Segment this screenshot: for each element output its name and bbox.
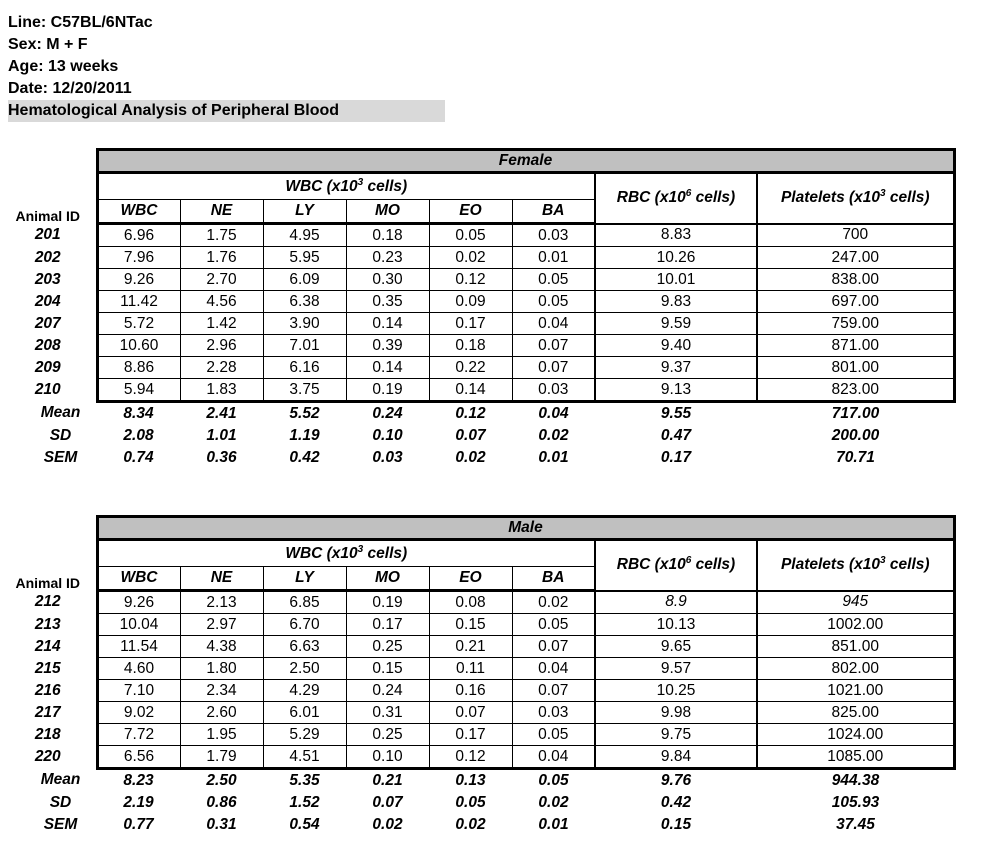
- animal-id: 210: [34, 381, 61, 398]
- stat-row: [0, 814, 954, 836]
- data-cell: 2.96: [180, 335, 263, 357]
- table-row: [0, 702, 954, 724]
- table-row: [0, 291, 954, 313]
- date-label: Date: 12/20/2011: [8, 80, 132, 97]
- stat-label: SEM: [43, 816, 78, 833]
- data-cell: 6.85: [263, 591, 346, 614]
- data-cell: 0.07: [512, 636, 595, 658]
- animal-id: 217: [34, 703, 61, 721]
- data-cell: 7.01: [263, 335, 346, 357]
- stat-label: SD: [49, 794, 72, 811]
- data-cell: 5.94: [97, 379, 180, 402]
- data-cell: 0.03: [512, 702, 595, 724]
- group-header-row: [0, 540, 954, 567]
- animal-id: 208: [34, 336, 61, 354]
- stat-cell: 0.12: [455, 405, 486, 422]
- column-header: WBC: [97, 567, 180, 591]
- data-cell: 9.26: [97, 591, 180, 614]
- data-cell: 0.07: [512, 680, 595, 702]
- data-cell: 0.31: [346, 702, 429, 724]
- rbc-cell: 9.57: [595, 658, 757, 680]
- header-text: cells): [691, 189, 736, 207]
- animal-id: 218: [34, 725, 61, 743]
- platelets-cell: 801.00: [757, 357, 954, 379]
- data-cell: 5.95: [263, 247, 346, 269]
- data-cell: 0.05: [512, 724, 595, 746]
- analysis-title: Hematological Analysis of Peripheral Blood: [8, 100, 445, 122]
- rbc-cell: 9.98: [595, 702, 757, 724]
- rbc-cell: 9.75: [595, 724, 757, 746]
- data-cell: 4.56: [180, 291, 263, 313]
- header-text: RBC (x10: [616, 556, 686, 574]
- rbc-cell: 9.13: [595, 379, 757, 402]
- data-cell: 0.05: [512, 291, 595, 313]
- data-cell: 0.16: [429, 680, 512, 702]
- stat-cell: 0.02: [538, 794, 569, 811]
- data-cell: 10.04: [97, 614, 180, 636]
- header-text: cells): [691, 556, 736, 574]
- platelets-cell: 823.00: [757, 379, 954, 402]
- animal-id: 207: [34, 314, 61, 332]
- data-cell: 1.76: [180, 247, 263, 269]
- rbc-cell: 9.37: [595, 357, 757, 379]
- data-cell: 0.09: [429, 291, 512, 313]
- stat-cell: 0.05: [538, 772, 569, 789]
- stat-row: [0, 402, 954, 426]
- data-cell: 0.35: [346, 291, 429, 313]
- table-row: [0, 746, 954, 769]
- animal-id-header: Animal ID: [15, 207, 81, 224]
- animal-id: 201: [34, 226, 61, 243]
- data-cell: 2.28: [180, 357, 263, 379]
- stat-cell: 0.74: [123, 449, 154, 466]
- header-exponent: 6: [685, 188, 692, 200]
- data-cell: 0.03: [512, 224, 595, 247]
- platelets-stat-cell: 70.71: [836, 449, 875, 466]
- platelets-cell: 1085.00: [757, 746, 954, 769]
- stat-cell: 0.86: [206, 794, 237, 811]
- data-cell: 5.29: [263, 724, 346, 746]
- stat-cell: 0.21: [372, 772, 403, 789]
- stat-cell: 0.02: [372, 816, 403, 833]
- data-cell: 0.04: [512, 313, 595, 335]
- wbc-group-header: [97, 540, 595, 567]
- header-text: cells): [363, 544, 408, 562]
- stat-cell: 0.01: [538, 816, 569, 833]
- section-title: Male: [97, 517, 954, 540]
- data-cell: 1.80: [180, 658, 263, 680]
- age-label: Age: 13 weeks: [8, 58, 119, 75]
- platelets-stat-cell: 944.38: [831, 772, 880, 789]
- data-cell: 0.14: [346, 313, 429, 335]
- group-header-row: [0, 173, 954, 200]
- data-cell: 4.29: [263, 680, 346, 702]
- platelets-cell: 759.00: [757, 313, 954, 335]
- rbc-stat-cell: 0.17: [660, 449, 692, 466]
- data-cell: 7.72: [97, 724, 180, 746]
- data-cell: 0.15: [429, 614, 512, 636]
- header-exponent: 3: [357, 543, 364, 555]
- table-row: [0, 335, 954, 357]
- column-header: NE: [180, 200, 263, 224]
- data-cell: 0.19: [346, 379, 429, 402]
- stat-label: Mean: [40, 771, 81, 789]
- table-row: [0, 724, 954, 746]
- data-cell: 0.05: [429, 224, 512, 247]
- data-cell: 0.19: [346, 591, 429, 614]
- data-cell: 0.01: [512, 247, 595, 269]
- header-exponent: 3: [880, 188, 886, 200]
- data-cell: 6.16: [263, 357, 346, 379]
- data-cell: 0.17: [346, 614, 429, 636]
- rbc-cell: 8.83: [595, 224, 757, 247]
- data-cell: 6.38: [263, 291, 346, 313]
- spacer-cell: [0, 540, 97, 567]
- platelets-cell: 700: [757, 224, 954, 247]
- stat-label: Mean: [40, 404, 81, 422]
- rbc-cell: 9.83: [595, 291, 757, 313]
- title-row: [0, 150, 954, 173]
- stat-cell: 8.23: [123, 772, 154, 789]
- stat-cell: 0.13: [455, 772, 486, 789]
- animal-id: 204: [34, 292, 61, 310]
- data-cell: 1.79: [180, 746, 263, 769]
- spacer-cell: [0, 173, 97, 200]
- header-text: RBC (x10: [616, 189, 686, 207]
- data-cell: 0.25: [346, 724, 429, 746]
- rbc-cell: 10.13: [595, 614, 757, 636]
- table-row: [0, 313, 954, 335]
- data-cell: 11.42: [97, 291, 180, 313]
- animal-id: 213: [34, 615, 61, 633]
- table-row: [0, 269, 954, 291]
- stat-cell: 5.35: [289, 772, 320, 789]
- platelets-cell: 945: [757, 591, 954, 614]
- data-cell: 2.70: [180, 269, 263, 291]
- header-exponent: 3: [880, 555, 886, 567]
- table-row: [0, 658, 954, 680]
- table-row: [0, 224, 954, 247]
- rbc-stat-cell: 0.15: [660, 816, 692, 833]
- spacer-cell: [0, 517, 97, 540]
- header-info: [8, 12, 445, 122]
- data-cell: 0.14: [346, 357, 429, 379]
- rbc-stat-cell: 0.42: [660, 794, 692, 811]
- platelets-cell: 825.00: [757, 702, 954, 724]
- platelets-stat-cell: 105.93: [831, 794, 880, 811]
- data-cell: 6.96: [97, 224, 180, 247]
- platelets-cell: 1002.00: [757, 614, 954, 636]
- stat-row: [0, 425, 954, 447]
- stat-row: [0, 792, 954, 814]
- data-cell: 0.11: [429, 658, 512, 680]
- stat-cell: 0.02: [455, 816, 486, 833]
- rbc-cell: 10.01: [595, 269, 757, 291]
- data-cell: 3.75: [263, 379, 346, 402]
- rbc-cell: 8.9: [595, 591, 757, 614]
- table-row: [0, 614, 954, 636]
- data-cell: 0.07: [429, 702, 512, 724]
- header-text: cells): [885, 189, 930, 207]
- male-table: [0, 515, 956, 836]
- animal-id: 212: [34, 593, 61, 610]
- header-exponent: 6: [685, 555, 692, 567]
- data-cell: 4.38: [180, 636, 263, 658]
- sex-label: Sex: M + F: [8, 36, 88, 53]
- data-cell: 6.56: [97, 746, 180, 769]
- title-row: [0, 517, 954, 540]
- rbc-cell: 9.84: [595, 746, 757, 769]
- data-cell: 11.54: [97, 636, 180, 658]
- data-cell: 0.15: [346, 658, 429, 680]
- stat-cell: 0.01: [538, 449, 569, 466]
- animal-id: 215: [34, 659, 61, 677]
- data-cell: 2.13: [180, 591, 263, 614]
- column-header: EO: [429, 200, 512, 224]
- column-header: NE: [180, 567, 263, 591]
- platelets-header: [757, 173, 954, 224]
- stat-cell: 0.07: [455, 427, 486, 444]
- rbc-header: [595, 173, 757, 224]
- data-cell: 0.18: [346, 224, 429, 247]
- rbc-stat-cell: 9.76: [660, 772, 692, 789]
- column-header: MO: [346, 567, 429, 591]
- stat-cell: 0.42: [289, 449, 320, 466]
- data-cell: 0.24: [346, 680, 429, 702]
- data-cell: 6.63: [263, 636, 346, 658]
- animal-id: 203: [34, 270, 61, 288]
- stat-cell: 0.77: [123, 816, 154, 833]
- stat-cell: 0.03: [372, 449, 403, 466]
- data-cell: 0.04: [512, 658, 595, 680]
- stat-cell: 0.31: [206, 816, 237, 833]
- data-cell: 0.17: [429, 724, 512, 746]
- rbc-cell: 9.59: [595, 313, 757, 335]
- rbc-header: [595, 540, 757, 591]
- data-cell: 6.09: [263, 269, 346, 291]
- data-cell: 5.72: [97, 313, 180, 335]
- stat-cell: 2.41: [206, 405, 237, 422]
- section-title: Female: [97, 150, 954, 173]
- data-cell: 2.50: [263, 658, 346, 680]
- data-cell: 0.02: [429, 247, 512, 269]
- stat-row: [0, 769, 954, 793]
- stat-cell: 2.50: [206, 772, 237, 789]
- platelets-stat-cell: 200.00: [831, 427, 880, 444]
- stat-cell: 0.54: [289, 816, 320, 833]
- data-cell: 0.04: [512, 746, 595, 769]
- header-text: WBC (x10: [285, 177, 358, 195]
- stat-cell: 1.01: [206, 427, 237, 444]
- rbc-cell: 10.26: [595, 247, 757, 269]
- platelets-stat-cell: 717.00: [831, 405, 880, 422]
- header-text: cells): [363, 177, 408, 195]
- data-cell: 0.10: [346, 746, 429, 769]
- data-cell: 0.18: [429, 335, 512, 357]
- stat-cell: 1.52: [289, 794, 320, 811]
- data-cell: 3.90: [263, 313, 346, 335]
- stat-label: SEM: [43, 449, 78, 466]
- data-cell: 0.05: [512, 614, 595, 636]
- wbc-group-header: [97, 173, 595, 200]
- table-row: [0, 357, 954, 379]
- table-row: [0, 680, 954, 702]
- stat-row: [0, 447, 954, 469]
- data-cell: 1.75: [180, 224, 263, 247]
- animal-id: 216: [34, 681, 61, 699]
- data-cell: 4.51: [263, 746, 346, 769]
- stat-cell: 2.08: [123, 427, 154, 444]
- column-header: BA: [512, 200, 595, 224]
- data-cell: 10.60: [97, 335, 180, 357]
- platelets-cell: 838.00: [757, 269, 954, 291]
- data-cell: 2.97: [180, 614, 263, 636]
- data-cell: 0.17: [429, 313, 512, 335]
- line-label: Line: C57BL/6NTac: [8, 14, 153, 31]
- platelets-cell: 871.00: [757, 335, 954, 357]
- data-cell: 0.21: [429, 636, 512, 658]
- data-cell: 0.12: [429, 746, 512, 769]
- column-header: LY: [263, 567, 346, 591]
- data-cell: 4.95: [263, 224, 346, 247]
- data-cell: 0.14: [429, 379, 512, 402]
- rbc-cell: 10.25: [595, 680, 757, 702]
- stat-cell: 0.07: [372, 794, 403, 811]
- data-cell: 1.95: [180, 724, 263, 746]
- platelets-cell: 802.00: [757, 658, 954, 680]
- data-cell: 0.02: [512, 591, 595, 614]
- data-cell: 0.07: [512, 357, 595, 379]
- column-header: LY: [263, 200, 346, 224]
- table-row: [0, 379, 954, 402]
- stat-cell: 0.36: [206, 449, 237, 466]
- data-cell: 0.12: [429, 269, 512, 291]
- data-cell: 0.23: [346, 247, 429, 269]
- animal-id-header: Animal ID: [15, 574, 81, 591]
- data-cell: 2.34: [180, 680, 263, 702]
- data-cell: 0.03: [512, 379, 595, 402]
- platelets-cell: 697.00: [757, 291, 954, 313]
- column-header: BA: [512, 567, 595, 591]
- platelets-cell: 1021.00: [757, 680, 954, 702]
- data-cell: 4.60: [97, 658, 180, 680]
- stat-cell: 0.05: [455, 794, 486, 811]
- data-cell: 0.05: [512, 269, 595, 291]
- animal-id: 214: [34, 637, 61, 655]
- stat-label: SD: [49, 427, 72, 444]
- rbc-cell: 9.65: [595, 636, 757, 658]
- animal-id: 220: [34, 748, 61, 765]
- spacer-cell: [0, 150, 97, 173]
- animal-id: 202: [34, 248, 61, 266]
- column-header: WBC: [97, 200, 180, 224]
- rbc-stat-cell: 0.47: [660, 427, 692, 444]
- data-cell: 0.08: [429, 591, 512, 614]
- stat-cell: 0.04: [538, 405, 569, 422]
- stat-cell: 0.10: [372, 427, 403, 444]
- female-table: [0, 148, 956, 469]
- stat-cell: 0.02: [455, 449, 486, 466]
- data-cell: 6.70: [263, 614, 346, 636]
- rbc-stat-cell: 9.55: [660, 405, 692, 422]
- data-cell: 2.60: [180, 702, 263, 724]
- data-cell: 7.96: [97, 247, 180, 269]
- column-header: EO: [429, 567, 512, 591]
- platelets-header: [757, 540, 954, 591]
- data-cell: 7.10: [97, 680, 180, 702]
- platelets-stat-cell: 37.45: [836, 816, 875, 833]
- data-cell: 1.42: [180, 313, 263, 335]
- data-cell: 0.39: [346, 335, 429, 357]
- data-cell: 0.30: [346, 269, 429, 291]
- header-text: Platelets (x10: [780, 556, 881, 574]
- platelets-cell: 247.00: [757, 247, 954, 269]
- stat-cell: 2.19: [123, 794, 154, 811]
- rbc-cell: 9.40: [595, 335, 757, 357]
- stat-cell: 5.52: [289, 405, 320, 422]
- data-cell: 9.26: [97, 269, 180, 291]
- data-cell: 0.22: [429, 357, 512, 379]
- data-cell: 8.86: [97, 357, 180, 379]
- platelets-cell: 1024.00: [757, 724, 954, 746]
- stat-cell: 0.02: [538, 427, 569, 444]
- data-cell: 6.01: [263, 702, 346, 724]
- stat-cell: 8.34: [123, 405, 154, 422]
- data-cell: 1.83: [180, 379, 263, 402]
- header-exponent: 3: [357, 176, 364, 188]
- header-text: Platelets (x10: [780, 189, 881, 207]
- table-row: [0, 247, 954, 269]
- data-cell: 0.25: [346, 636, 429, 658]
- data-cell: 9.02: [97, 702, 180, 724]
- animal-id: 209: [34, 358, 61, 376]
- header-text: cells): [885, 556, 930, 574]
- table-row: [0, 591, 954, 614]
- data-cell: 0.07: [512, 335, 595, 357]
- platelets-cell: 851.00: [757, 636, 954, 658]
- header-text: WBC (x10: [285, 544, 358, 562]
- stat-cell: 1.19: [289, 427, 320, 444]
- stat-cell: 0.24: [372, 405, 403, 422]
- column-header: MO: [346, 200, 429, 224]
- table-row: [0, 636, 954, 658]
